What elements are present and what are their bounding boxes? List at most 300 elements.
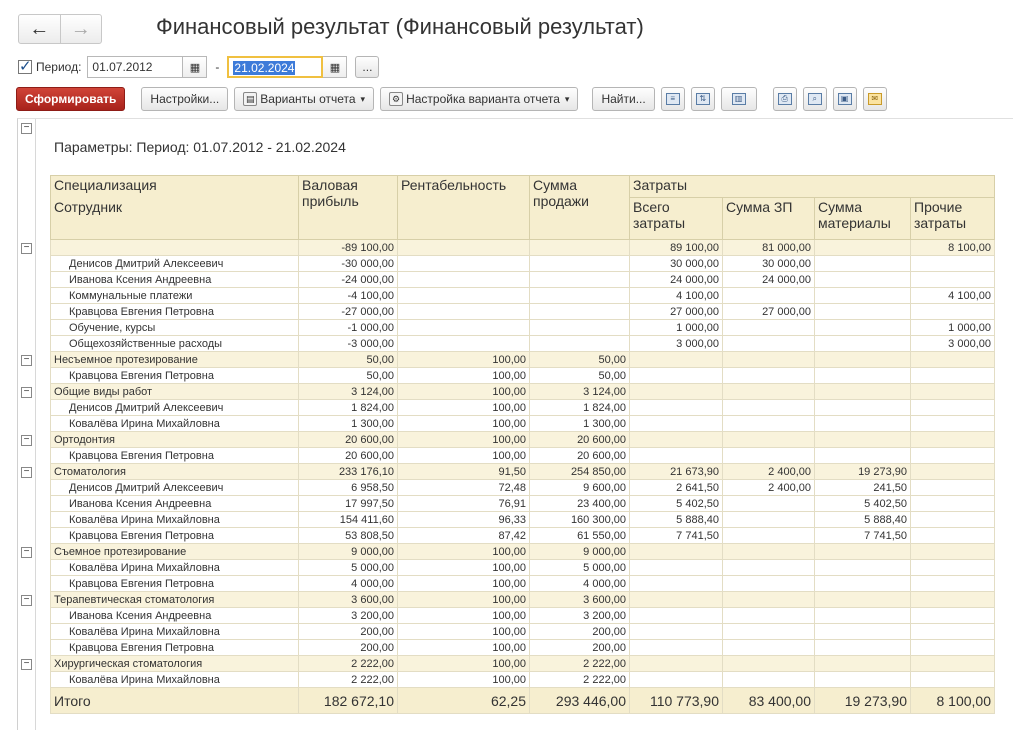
cell-value: 100,00 [398,448,530,464]
cell-value [398,304,530,320]
cell-value: -30 000,00 [299,256,398,272]
table-row[interactable] [51,672,995,688]
cell-value: 2 222,00 [530,656,630,672]
row-label: Ковалёва Ирина Михайловна [51,560,299,576]
cell-value [723,368,815,384]
cell-value: 4 000,00 [530,576,630,592]
cell-value: 30 000,00 [723,256,815,272]
cell-value [630,544,723,560]
cell-value [911,464,995,480]
cell-value [723,624,815,640]
cell-value [911,544,995,560]
cell-value [911,352,995,368]
cell-value [815,400,911,416]
period-checkbox[interactable] [18,60,32,74]
row-label: Несъемное протезирование [51,352,299,368]
cell-value: 24 000,00 [630,272,723,288]
total-value: 8 100,00 [911,688,995,714]
cell-value: 100,00 [398,640,530,656]
cell-value: 53 808,50 [299,528,398,544]
cell-value: 23 400,00 [530,496,630,512]
row-label: Иванова Ксения Андреевна [51,496,299,512]
cell-value: 50,00 [299,352,398,368]
row-label [51,240,299,256]
group-row[interactable] [51,656,995,672]
cell-value: 200,00 [530,640,630,656]
collapse-group-icon[interactable]: − [21,387,32,398]
header-costs: Затраты [630,176,995,198]
cell-value: 81 000,00 [723,240,815,256]
group-row[interactable] [51,544,995,560]
cell-value [815,640,911,656]
table-row[interactable] [51,640,995,656]
cell-value: 50,00 [530,352,630,368]
group-row[interactable] [51,592,995,608]
row-label: Кравцова Евгения Петровна [51,576,299,592]
cell-value: 30 000,00 [630,256,723,272]
row-label: Ковалёва Ирина Михайловна [51,416,299,432]
group-icon: ▥ [732,93,746,105]
header-materials: Сумма материалы [815,198,911,240]
report-variants-button[interactable] [234,87,374,111]
cell-value [723,336,815,352]
cell-value [815,560,911,576]
table-row[interactable] [51,560,995,576]
cell-value: 100,00 [398,576,530,592]
table-row[interactable] [51,400,995,416]
cell-value [723,576,815,592]
cell-value: 6 958,50 [299,480,398,496]
cell-value [530,336,630,352]
table-row[interactable] [51,320,995,336]
cell-value [530,272,630,288]
collapse-group-icon[interactable]: − [21,467,32,478]
cell-value [630,384,723,400]
cell-value [723,544,815,560]
cell-value: 254 850,00 [530,464,630,480]
cell-value [723,608,815,624]
cell-value: -89 100,00 [299,240,398,256]
cell-value: -4 100,00 [299,288,398,304]
cell-value [723,560,815,576]
period-label: Период: [36,60,82,74]
cell-value [911,384,995,400]
email-icon: ✉ [868,93,882,105]
cell-value [911,592,995,608]
header-profitability: Рентабельность [398,176,530,240]
cell-value: 4 000,00 [299,576,398,592]
cell-value: 3 000,00 [911,336,995,352]
cell-value [815,368,911,384]
cell-value [630,656,723,672]
cell-value [911,496,995,512]
cell-value [630,640,723,656]
cell-value: -3 000,00 [299,336,398,352]
table-row[interactable] [51,336,995,352]
header-other-costs: Прочие затраты [911,198,995,240]
cell-value: 3 124,00 [299,384,398,400]
total-value: 110 773,90 [630,688,723,714]
row-label: Терапевтическая стоматология [51,592,299,608]
forward-button[interactable]: → [70,17,91,40]
cell-value [530,256,630,272]
cell-value: 9 600,00 [530,480,630,496]
cell-value: 1 000,00 [630,320,723,336]
report-table [50,175,995,714]
cell-value [815,432,911,448]
navigation-buttons [18,14,102,44]
cell-value: 100,00 [398,384,530,400]
cell-value [530,304,630,320]
header-specialization: Специализация [51,176,299,198]
row-label: Иванова Ксения Андреевна [51,272,299,288]
total-value: 19 273,90 [815,688,911,714]
period-select-button[interactable]: ... [355,56,379,78]
cell-value: 5 000,00 [299,560,398,576]
cell-value [815,352,911,368]
back-button[interactable]: ← [19,15,61,43]
cell-value [723,496,815,512]
cell-value: 3 600,00 [299,592,398,608]
save-icon: ▣ [838,93,852,105]
cell-value [630,352,723,368]
cell-value: 100,00 [398,432,530,448]
cell-value [911,432,995,448]
row-label: Коммунальные платежи [51,288,299,304]
row-label: Денисов Дмитрий Алексеевич [51,400,299,416]
cell-value [530,240,630,256]
cell-value: 1 300,00 [299,416,398,432]
row-label: Кравцова Евгения Петровна [51,528,299,544]
group-row[interactable] [51,464,995,480]
cell-value [723,656,815,672]
total-row [51,688,995,714]
cell-value [723,320,815,336]
cell-value [398,272,530,288]
cell-value: 4 100,00 [630,288,723,304]
calendar-to-icon[interactable]: ▦ [323,56,347,78]
cell-value: 7 741,50 [815,528,911,544]
report-body [51,240,995,714]
cell-value [723,400,815,416]
cell-value: 100,00 [398,560,530,576]
table-row[interactable] [51,368,995,384]
cell-value: 3 200,00 [299,608,398,624]
cell-value: 100,00 [398,624,530,640]
cell-value [815,608,911,624]
cell-value [815,384,911,400]
cell-value: 76,91 [398,496,530,512]
cell-value: 1 000,00 [911,320,995,336]
cell-value [911,448,995,464]
cell-value: 200,00 [299,640,398,656]
table-row[interactable] [51,496,995,512]
cell-value [815,624,911,640]
cell-value: 100,00 [398,544,530,560]
cell-value: 61 550,00 [530,528,630,544]
cell-value: 27 000,00 [630,304,723,320]
cell-value: 1 824,00 [530,400,630,416]
cell-value [398,320,530,336]
collapse-group-icon[interactable]: − [21,243,32,254]
cell-value: 19 273,90 [815,464,911,480]
cell-value [630,448,723,464]
cell-value [723,416,815,432]
row-label: Кравцова Евгения Петровна [51,368,299,384]
email-button[interactable] [863,87,887,111]
cell-value: 2 222,00 [299,672,398,688]
cell-value [815,320,911,336]
cell-value: 20 600,00 [299,432,398,448]
cell-value: 100,00 [398,416,530,432]
header-employee: Сотрудник [51,198,299,240]
cell-value: 5 402,50 [630,496,723,512]
cell-value: 9 000,00 [299,544,398,560]
group-row[interactable] [51,240,995,256]
row-label: Обучение, курсы [51,320,299,336]
cell-value: 50,00 [530,368,630,384]
calendar-from-icon[interactable]: ▦ [183,56,207,78]
cell-value: 5 402,50 [815,496,911,512]
cell-value [630,432,723,448]
cell-value [723,448,815,464]
table-row[interactable] [51,480,995,496]
cell-value [911,512,995,528]
row-label: Денисов Дмитрий Алексеевич [51,480,299,496]
cell-value: 241,50 [815,480,911,496]
preview-icon: ⌕ [808,93,822,105]
print-button[interactable] [773,87,797,111]
cell-value [630,560,723,576]
cell-value: 100,00 [398,352,530,368]
cell-value: 200,00 [530,624,630,640]
table-row[interactable] [51,288,995,304]
table-row[interactable] [51,608,995,624]
total-label: Итого [51,688,299,714]
sort-icon-button[interactable] [691,87,715,111]
cell-value: 1 824,00 [299,400,398,416]
cell-value: 5 000,00 [530,560,630,576]
collapse-group-icon[interactable]: − [21,435,32,446]
report-variants-icon: ▤ [243,92,257,106]
cell-value: 96,33 [398,512,530,528]
cell-value [530,320,630,336]
toolbar [16,86,893,112]
dropdown-arrow-icon: ▾ [360,93,366,104]
cell-value [911,272,995,288]
row-label: Ковалёва Ирина Михайловна [51,624,299,640]
cell-value: 3 000,00 [630,336,723,352]
gear-icon: ⚙ [389,92,403,106]
collapse-group-icon[interactable]: − [21,547,32,558]
group-row[interactable] [51,384,995,400]
cell-value [815,416,911,432]
header-sales: Сумма продажи [530,176,630,240]
table-row[interactable] [51,528,995,544]
cell-value: 24 000,00 [723,272,815,288]
cell-value: 100,00 [398,672,530,688]
cell-value [815,448,911,464]
cell-value [815,336,911,352]
table-row[interactable] [51,576,995,592]
cell-value: 5 888,40 [630,512,723,528]
cell-value: 20 600,00 [530,448,630,464]
collapse-group-icon[interactable]: − [21,355,32,366]
find-button[interactable]: Найти... [592,87,654,111]
cell-value: 100,00 [398,592,530,608]
cell-value [630,416,723,432]
cell-value: -27 000,00 [299,304,398,320]
variant-settings-button[interactable] [380,87,578,111]
cell-value: 9 000,00 [530,544,630,560]
cell-value: 3 200,00 [530,608,630,624]
cell-value [911,528,995,544]
cell-value: 2 641,50 [630,480,723,496]
table-row[interactable] [51,416,995,432]
row-label: Денисов Дмитрий Алексеевич [51,256,299,272]
cell-value [911,256,995,272]
cell-value [723,288,815,304]
cell-value: -24 000,00 [299,272,398,288]
report-area [17,118,1013,730]
group-row[interactable] [51,352,995,368]
cell-value: 100,00 [398,400,530,416]
row-label: Иванова Ксения Андреевна [51,608,299,624]
cell-value [815,672,911,688]
cell-value: 5 888,40 [815,512,911,528]
cell-value: 160 300,00 [530,512,630,528]
cell-value: -1 000,00 [299,320,398,336]
cell-value [630,576,723,592]
cell-value: 100,00 [398,368,530,384]
cell-value: 2 222,00 [299,656,398,672]
cell-value [530,288,630,304]
cell-value: 154 411,60 [299,512,398,528]
total-value: 293 446,00 [530,688,630,714]
list-icon-button[interactable] [661,87,685,111]
header-salary: Сумма ЗП [723,198,815,240]
cell-value [815,288,911,304]
cell-value [630,608,723,624]
cell-value: 100,00 [398,656,530,672]
list-icon: ≡ [666,93,680,105]
period-to-value: 21.02.2024 [234,61,295,75]
cell-value [630,368,723,384]
cell-value: 72,48 [398,480,530,496]
cell-value: 17 997,50 [299,496,398,512]
report-variants-label: Варианты отчета [260,92,356,106]
generate-button[interactable]: Сформировать [16,87,125,111]
dropdown-arrow-icon: ▾ [564,93,570,104]
cell-value [723,672,815,688]
collapse-group-icon[interactable]: − [21,595,32,606]
variant-settings-label: Настройка варианта отчета [406,92,560,106]
save-button[interactable] [833,87,857,111]
cell-value [630,592,723,608]
cell-value [630,400,723,416]
cell-value: 2 400,00 [723,464,815,480]
row-label: Хирургическая стоматология [51,656,299,672]
cell-value [911,656,995,672]
table-row[interactable] [51,304,995,320]
cell-value [911,576,995,592]
table-row[interactable] [51,512,995,528]
table-row[interactable] [51,272,995,288]
period-row [18,54,385,80]
cell-value: 20 600,00 [530,432,630,448]
cell-value [723,432,815,448]
cell-value [723,528,815,544]
cell-value [911,560,995,576]
cell-value [630,624,723,640]
cell-value: 27 000,00 [723,304,815,320]
row-label: Ковалёва Ирина Михайловна [51,672,299,688]
period-to-field[interactable] [227,56,323,78]
row-label: Ортодонтия [51,432,299,448]
collapse-all-icon[interactable]: − [21,123,32,134]
grouping-column [18,119,36,730]
row-label: Стоматология [51,464,299,480]
cell-value [911,304,995,320]
row-label: Общие виды работ [51,384,299,400]
cell-value [815,256,911,272]
row-label: Кравцова Евгения Петровна [51,640,299,656]
cell-value [815,592,911,608]
total-value: 83 400,00 [723,688,815,714]
cell-value [630,672,723,688]
cell-value [398,256,530,272]
cell-value [723,640,815,656]
cell-value: 100,00 [398,608,530,624]
cell-value [911,480,995,496]
cell-value: 50,00 [299,368,398,384]
group-row[interactable] [51,432,995,448]
cell-value: 8 100,00 [911,240,995,256]
page-title: Финансовый результат (Финансовый результат) [156,14,644,39]
cell-value [723,592,815,608]
cell-value: 2 400,00 [723,480,815,496]
table-row[interactable] [51,256,995,272]
period-separator: - [215,60,220,74]
cell-value [815,656,911,672]
cell-value [398,288,530,304]
row-label: Общехозяйственные расходы [51,336,299,352]
settings-button[interactable]: Настройки... [141,87,228,111]
cell-value: 20 600,00 [299,448,398,464]
row-label: Ковалёва Ирина Михайловна [51,512,299,528]
cell-value [911,624,995,640]
group-icon-button[interactable] [721,87,757,111]
cell-value: 7 741,50 [630,528,723,544]
cell-value [815,272,911,288]
cell-value: 87,42 [398,528,530,544]
collapse-group-icon[interactable]: − [21,659,32,670]
cell-value [723,352,815,368]
cell-value [911,400,995,416]
cell-value: 21 673,90 [630,464,723,480]
cell-value: 3 124,00 [530,384,630,400]
table-row[interactable] [51,624,995,640]
table-row[interactable] [51,448,995,464]
row-label: Съемное протезирование [51,544,299,560]
cell-value [911,672,995,688]
cell-value: 200,00 [299,624,398,640]
cell-value: 2 222,00 [530,672,630,688]
cell-value [815,576,911,592]
preview-button[interactable] [803,87,827,111]
period-from-field[interactable]: 01.07.2012 [87,56,183,78]
cell-value [815,544,911,560]
